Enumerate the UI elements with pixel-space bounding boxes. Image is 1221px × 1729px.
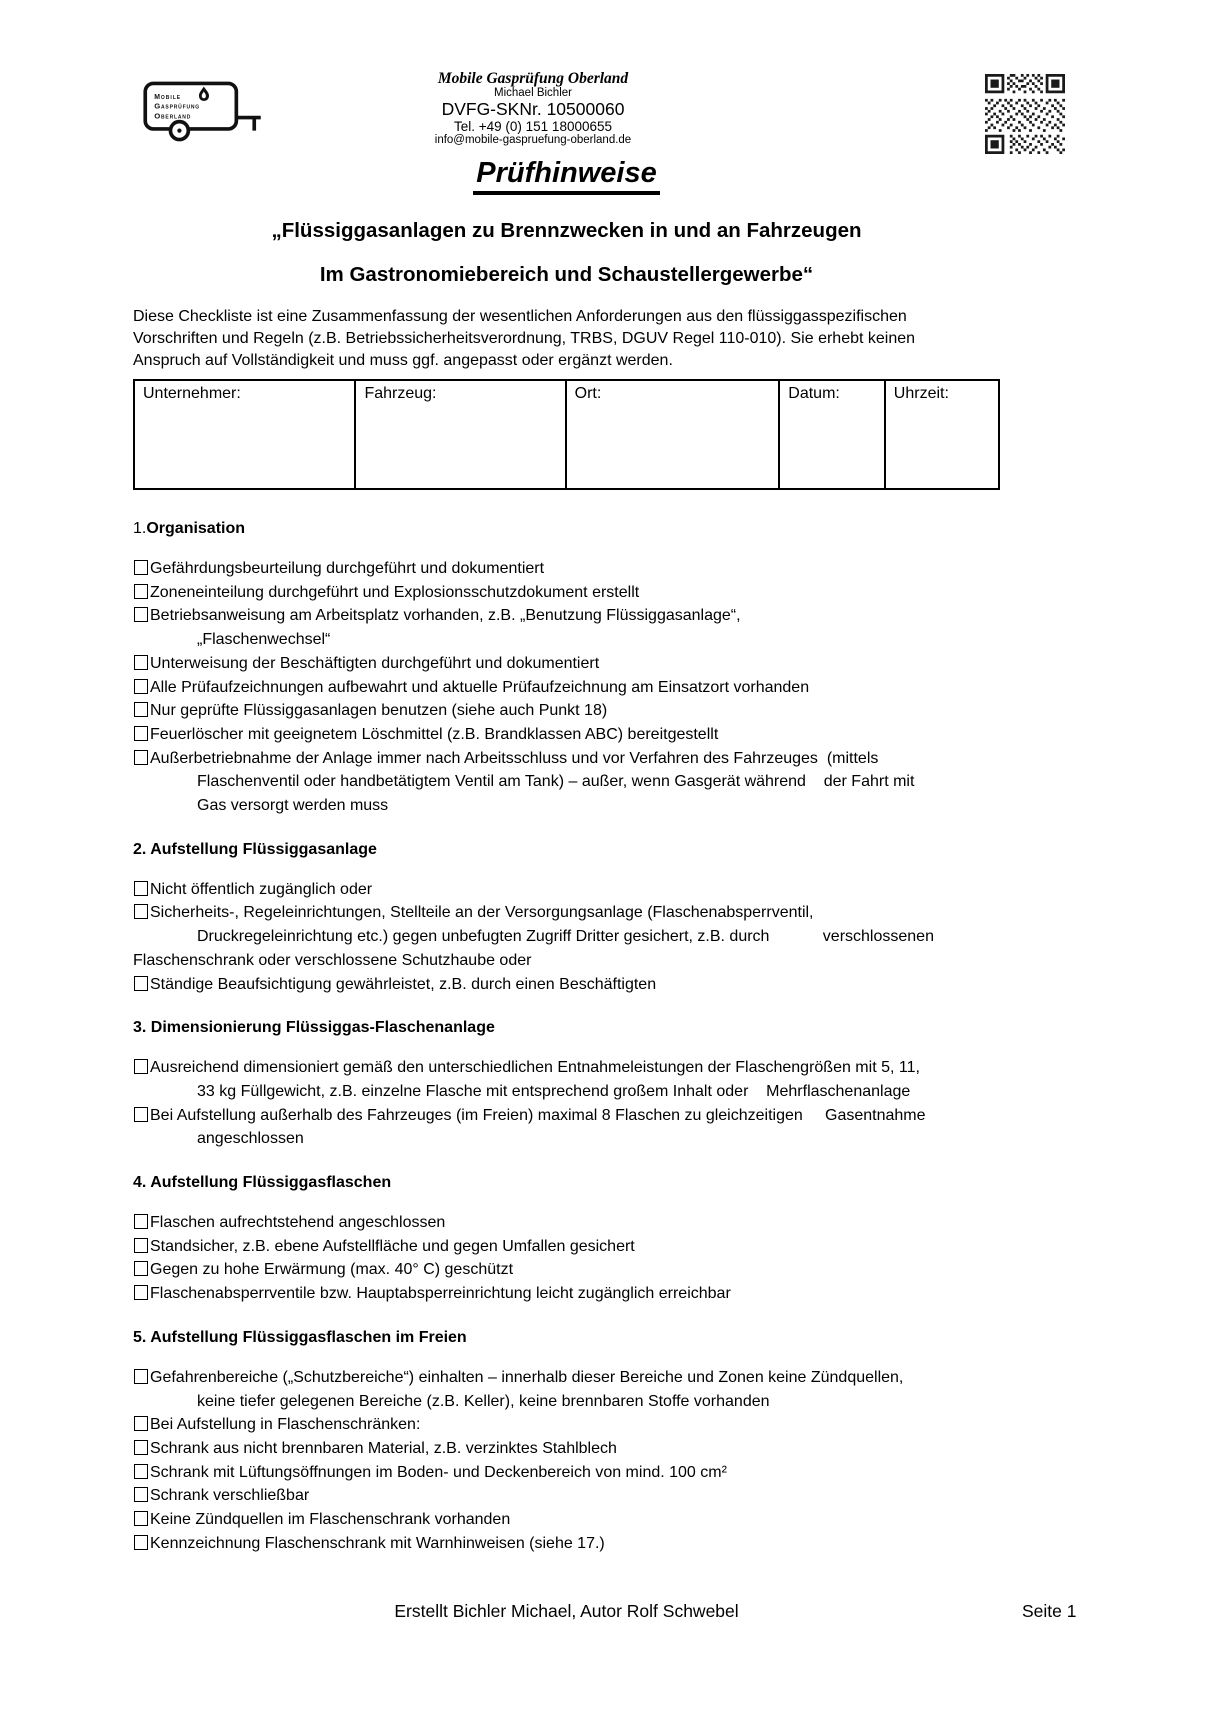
checkbox-icon [134, 1238, 148, 1253]
checklist-text: Ausreichend dimensioniert gemäß den unterschiedlichen Entnahmeleistungen der Flaschengrößen mit 5, 11, [150, 1059, 920, 1077]
checklist-text: Nur geprüfte Flüssiggasanlagen benutzen (siehe auch Punkt 18) [150, 702, 608, 720]
checkbox-icon [134, 1214, 148, 1229]
checklist-text: angeschlossen [197, 1130, 304, 1148]
checklist-line [133, 1484, 1000, 1508]
checkbox-icon [134, 1059, 148, 1074]
document-body [133, 158, 1000, 1556]
checklist-line [133, 878, 1000, 902]
logo-text-line2: Gasprüfung [154, 101, 201, 111]
checklist-line [133, 949, 1000, 973]
checkbox-icon [134, 1535, 148, 1550]
table-header-label: Ort: [574, 385, 602, 402]
checklist-text: Flaschenabsperrventile bzw. Hauptabsperreinrichtung leicht zugänglich erreichbar [150, 1285, 731, 1303]
section-heading [133, 1171, 1000, 1195]
checkbox-icon [134, 655, 148, 670]
checklist-text: Feuerlöscher mit geeignetem Löschmittel (z.B. Brandklassen ABC) bereitgestellt [150, 725, 719, 743]
checklist-text: Schrank mit Lüftungsöffnungen im Boden- und Deckenbereich von mind. 100 cm² [150, 1463, 727, 1481]
checklist-line [133, 652, 1000, 676]
table-header-label: Fahrzeug: [364, 385, 437, 402]
checkbox-icon [134, 1487, 148, 1502]
checkbox-icon [134, 1416, 148, 1431]
checklist-text: Bei Aufstellung in Flaschenschränken: [150, 1416, 421, 1434]
logo-wheel [170, 122, 188, 140]
intro-line: Diese Checkliste ist eine Zusammenfassung der wesentlichen Anforderungen aus den flüssiggasspezifischen [133, 308, 907, 325]
cell-unternehmer [134, 380, 355, 489]
qr-code [985, 74, 1065, 154]
checkbox-icon [134, 881, 148, 896]
checkbox-icon [134, 1511, 148, 1526]
checklist-text: Gefährdungsbeurteilung durchgeführt und dokumentiert [150, 560, 545, 577]
title-row [133, 158, 1000, 194]
section-number: 4. [133, 1174, 147, 1192]
checkbox-icon [134, 1464, 148, 1479]
checklist-line [197, 794, 1000, 818]
checklist-text: „Flaschenwechsel“ [197, 631, 331, 649]
checklist-text: Zoneneinteilung durchgeführt und Explosionsschutzdokument erstellt [150, 583, 640, 601]
checklist-text: Flaschenschrank oder verschlossene Schutzhaube oder [133, 951, 532, 969]
checklist-text: Sicherheits-, Regeleinrichtungen, Stellteile an der Versorgungsanlage (Flaschenabsperrventil, [150, 904, 814, 922]
checklist-line [133, 1508, 1000, 1532]
phone-number: Tel. +49 (0) 151 18000655 [454, 119, 612, 134]
checklist-line [133, 604, 1000, 628]
checklist-line [133, 1461, 1000, 1485]
checkbox-icon [134, 976, 148, 991]
checkbox-icon [134, 904, 148, 919]
company-name: Mobile Gasprüfung Oberland [437, 70, 629, 87]
checklist-line [197, 770, 1000, 794]
logo-text-line1: Mobile [154, 93, 182, 101]
checkbox-icon [134, 607, 148, 622]
checklist-line [197, 628, 1000, 652]
checklist-line [133, 973, 1000, 997]
checklist-line [133, 1211, 1000, 1235]
checklist-line [133, 699, 1000, 723]
cell-uhrzeit [885, 380, 999, 489]
section-number: 2. [133, 840, 147, 858]
checklist-line [133, 1235, 1000, 1259]
checklist-text: Kennzeichnung Flaschenschrank mit Warnhinweisen (siehe 17.) [150, 1534, 605, 1552]
checkbox-icon [134, 702, 148, 717]
checklist-text: Schrank aus nicht brennbaren Material, z.B. verzinktes Stahlblech [150, 1439, 617, 1457]
page-number: Seite 1 [1022, 1601, 1077, 1621]
section-heading [133, 1326, 1000, 1350]
qr-finder-top-right [1046, 74, 1065, 93]
checklist-line [133, 747, 1000, 771]
section-number: 5. [133, 1328, 147, 1346]
info-table-row [134, 380, 999, 489]
checkbox-icon [134, 750, 148, 765]
qr-finder-top-left [985, 74, 1004, 93]
section-title: Aufstellung Flüssiggasflaschen im Freien [146, 1328, 467, 1346]
email-address: info@mobile-gaspruefung-oberland.de [434, 134, 632, 146]
company-logo [142, 80, 264, 147]
checklist-line [133, 901, 1000, 925]
checklist-line [197, 1127, 1000, 1151]
checkbox-icon [134, 584, 148, 599]
checklist-text: Außerbetriebnahme der Anlage immer nach Arbeitsschluss und vor Verfahren des Fahrzeuges (mittels [150, 749, 879, 767]
section-title: Dimensionierung Flüssiggas-Flaschenanlage [146, 1019, 495, 1037]
section-heading [133, 517, 1000, 541]
page-title: Prüfhinweise [473, 158, 660, 195]
checklist-line [133, 1056, 1000, 1080]
checklist-line [133, 1282, 1000, 1306]
checklist-line [133, 581, 1000, 605]
section-title: Aufstellung Flüssiggasanlage [146, 840, 377, 858]
checklist-line [133, 557, 1000, 581]
checklist-line [133, 1413, 1000, 1437]
header-contact-block [283, 70, 783, 147]
checklist-text: keine tiefer gelegenen Bereiche (z.B. Keller), keine brennbaren Stoffe vorhanden [197, 1392, 770, 1410]
logo-hitch [236, 118, 260, 131]
section-heading [133, 1016, 1000, 1040]
table-header-label: Datum: [788, 385, 840, 402]
section-heading [133, 838, 1000, 862]
checklist-line [133, 1532, 1000, 1556]
checklist-text: Bei Aufstellung außerhalb des Fahrzeuges (im Freien) maximal 8 Flaschen zu gleichzeitigen Gasentnahme [150, 1106, 926, 1124]
section-title: Organisation [146, 520, 246, 537]
checklist-text: Keine Zündquellen im Flaschenschrank vorhanden [150, 1511, 511, 1529]
intro-paragraph [133, 306, 1000, 372]
checklist-line [133, 1258, 1000, 1282]
checkbox-icon [134, 726, 148, 741]
checklist-text: Flaschen aufrechtstehend angeschlossen [150, 1214, 446, 1232]
checklist-text: Betriebsanweisung am Arbeitsplatz vorhanden, z.B. „Benutzung Flüssiggasanlage“, [150, 607, 741, 625]
cell-fahrzeug [355, 380, 565, 489]
dvfg-number: DVFG-SKNr. 10500060 [441, 99, 625, 119]
cell-ort [566, 380, 780, 489]
subtitle-line-2: Im Gastronomiebereich und Schaustellergewerbe“ [319, 263, 814, 286]
checklist-text: Alle Prüfaufzeichnungen aufbewahrt und aktuelle Prüfaufzeichnung am Einsatzort vorhanden [150, 678, 810, 696]
intro-line: Anspruch auf Vollständigkeit und muss ggf. angepasst oder ergänzt werden. [133, 352, 673, 369]
subtitle-line-1: „Flüssiggasanlagen zu Brennzwecken in und an Fahrzeugen [271, 219, 862, 242]
checklist-line [197, 1080, 1000, 1104]
checklist-text: Gefahrenbereiche („Schutzbereiche“) einhalten – innerhalb dieser Bereiche und Zonen keine Zündquellen, [150, 1368, 904, 1386]
section-title: Aufstellung Flüssiggasflaschen [146, 1174, 392, 1192]
checklist-text: Gegen zu hohe Erwärmung (max. 40° C) geschützt [150, 1261, 514, 1279]
checklist-line [133, 1104, 1000, 1128]
checkbox-icon [134, 1285, 148, 1300]
checklist-text: Druckregeleinrichtung etc.) gegen unbefugten Zugriff Dritter gesichert, z.B. durch verschlossenen [197, 928, 934, 946]
checklist-line [133, 676, 1000, 700]
footer-credit: Erstellt Bichler Michael, Autor Rolf Schwebel [394, 1601, 739, 1621]
checklist-text: Gas versorgt werden muss [197, 797, 389, 815]
checklist-text: Nicht öffentlich zugänglich oder [150, 880, 373, 898]
info-table [133, 379, 1000, 490]
checklist-text: 33 kg Füllgewicht, z.B. einzelne Flasche mit entsprechend großem Inhalt oder Mehrflaschenanlage [197, 1082, 911, 1100]
table-header-label: Uhrzeit: [893, 385, 949, 402]
checkbox-icon [134, 1107, 148, 1122]
checklist-line [133, 1437, 1000, 1461]
logo-text-line3: Oberland [154, 111, 192, 121]
checklist-text: Unterweisung der Beschäftigten durchgeführt und dokumentiert [150, 654, 600, 672]
checkbox-icon [134, 1369, 148, 1384]
section-number: 1. [133, 520, 147, 537]
section-number: 3. [133, 1019, 147, 1037]
checkbox-icon [134, 679, 148, 694]
flame-icon [199, 87, 209, 101]
qr-finder-bottom-left [985, 135, 1004, 154]
cell-datum [779, 380, 885, 489]
contact-person: Michael Bichler [494, 87, 572, 99]
checklist-line [133, 723, 1000, 747]
checklist-sections [133, 517, 1000, 1556]
checkbox-icon [134, 1440, 148, 1455]
checklist-line [133, 1366, 1000, 1390]
checklist-text: Schrank verschließbar [150, 1487, 310, 1505]
checklist-line [197, 925, 1000, 949]
intro-line: Vorschriften und Regeln (z.B. Betriebssicherheitsverordnung, TRBS, DGUV Regel 110-010). Sie erhebt keinen [133, 330, 916, 347]
checklist-text: Standsicher, z.B. ebene Aufstellfläche und gegen Umfallen gesichert [150, 1237, 635, 1255]
checklist-text: Flaschenventil oder handbetätigtem Ventil am Tank) – außer, wenn Gasgerät während der Fahrt mit [197, 773, 915, 791]
table-header-label: Unternehmer: [143, 385, 241, 402]
checkbox-icon [134, 1261, 148, 1276]
checklist-line [197, 1390, 1000, 1414]
checkbox-icon [134, 560, 148, 575]
checklist-text: Ständige Beaufsichtigung gewährleistet, z.B. durch einen Beschäftigten [150, 975, 657, 993]
